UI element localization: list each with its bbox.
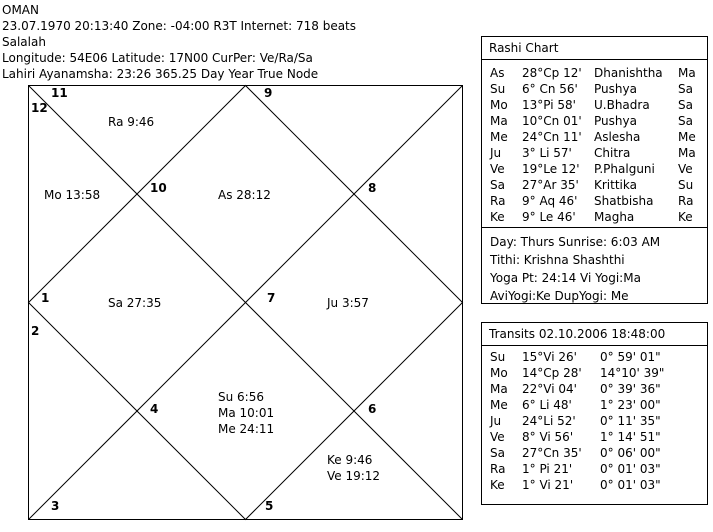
house-number-8: 8 [368, 181, 377, 195]
planet-longitude: 9° Le 46' [522, 210, 576, 224]
nakshatra-lord: Ve [678, 162, 693, 176]
yoga-point: Yoga Pt: 24:14 Vi Yogi:Ma [490, 271, 641, 285]
transit-row [482, 381, 707, 397]
house-number-11: 11 [51, 86, 68, 100]
coordinates-line: Longitude: 54E06 Latitude: 17N00 CurPer: Ve/Ra/Sa [2, 51, 313, 65]
nakshatra-lord: Sa [678, 82, 693, 96]
planet-name: Me [490, 130, 508, 144]
house-number-3: 3 [51, 499, 60, 513]
transit-row [482, 429, 707, 445]
transit-row [482, 461, 707, 477]
planet-name: Me [490, 398, 508, 412]
nakshatra: U.Bhadra [594, 98, 650, 112]
planet-name: Mo [490, 98, 508, 112]
nakshatra: Dhanishtha [594, 66, 663, 80]
transit-row [482, 413, 707, 429]
rashi-chart-title: Rashi Chart [482, 37, 707, 60]
planet-longitude: 27°Ar 35' [522, 178, 579, 192]
planet-label-sun: Su 6:56 [218, 390, 264, 404]
rashi-row [482, 129, 707, 145]
rashi-row [482, 113, 707, 129]
house-number-4: 4 [150, 402, 159, 416]
tithi: Tithi: Krishna Shashthi [490, 253, 625, 267]
rashi-row [482, 81, 707, 97]
daily-motion: 1° 14' 51" [600, 430, 661, 444]
nakshatra: Magha [594, 210, 635, 224]
planet-name: Su [490, 350, 506, 364]
daily-motion: 0° 39' 36" [600, 382, 661, 396]
nakshatra: Aslesha [594, 130, 641, 144]
nakshatra: Pushya [594, 82, 637, 96]
planet-longitude: 28°Cp 12' [522, 66, 582, 80]
transit-longitude: 8° Vi 56' [522, 430, 574, 444]
planet-name: Ra [490, 462, 506, 476]
house-numbers [31, 86, 376, 513]
transit-row [482, 397, 707, 413]
planet-name: Ke [490, 210, 505, 224]
transit-row [482, 365, 707, 381]
planet-name: Ma [490, 114, 508, 128]
nakshatra-lord: Sa [678, 114, 693, 128]
rashi-row [482, 161, 707, 177]
planet-longitude: 9° Aq 46' [522, 194, 578, 208]
planet-name: Su [490, 82, 506, 96]
nakshatra-lord: Su [678, 178, 694, 192]
daily-motion: 0° 06' 00" [600, 446, 661, 460]
transit-longitude: 27°Cn 35' [522, 446, 582, 460]
planet-label-jupiter: Ju 3:57 [327, 296, 369, 310]
house-number-10: 10 [150, 181, 167, 195]
nakshatra: Shatbisha [594, 194, 654, 208]
nakshatra-lord: Ma [678, 66, 696, 80]
transit-longitude: 24°Li 52' [522, 414, 576, 428]
planet-longitude: 24°Cn 11' [522, 130, 582, 144]
transit-row [482, 349, 707, 365]
daily-motion: 0° 59' 01" [600, 350, 661, 364]
nakshatra-lord: Ke [678, 210, 693, 224]
planet-name: Mo [490, 366, 508, 380]
transits-panel [481, 322, 708, 505]
daily-motion: 0° 01' 03" [600, 462, 661, 476]
house-number-6: 6 [368, 402, 377, 416]
transit-longitude: 1° Pi 21' [522, 462, 573, 476]
planet-label-mercury: Me 24:11 [218, 422, 275, 436]
daily-motion: 0° 01' 03" [600, 478, 661, 492]
planet-label-moon: Mo 13:58 [44, 188, 101, 202]
rashi-row [482, 209, 707, 225]
planet-name: Ju [490, 146, 502, 160]
planet-label-venus: Ve 19:12 [327, 469, 381, 483]
planet-longitude: 6° Cn 56' [522, 82, 578, 96]
transit-row [482, 477, 707, 493]
rashi-row [482, 177, 707, 193]
house-number-5: 5 [265, 499, 274, 513]
planet-name: Ju [490, 414, 502, 428]
rashi-divider [482, 227, 707, 228]
planet-name: Ma [490, 382, 508, 396]
rashi-row [482, 65, 707, 81]
daily-motion: 1° 23' 00" [600, 398, 661, 412]
day-sunrise: Day: Thurs Sunrise: 6:03 AM [490, 235, 661, 249]
planet-name: Ve [490, 430, 505, 444]
nakshatra: Chitra [594, 146, 631, 160]
planet-name: Ve [490, 162, 505, 176]
planet-label-ascendant: As 28:12 [218, 188, 271, 202]
birth-place: Salalah [2, 35, 46, 49]
rashi-row [482, 97, 707, 113]
daily-motion: 14°10' 39" [600, 366, 665, 380]
avi-dup-yogi: AviYogi:Ke DupYogi: Me [490, 289, 629, 303]
transit-longitude: 1° Vi 21' [522, 478, 574, 492]
nakshatra-lord: Sa [678, 98, 693, 112]
planet-longitude: 13°Pi 58' [522, 98, 576, 112]
planet-label-mars: Ma 10:01 [218, 406, 275, 420]
rashi-row [482, 193, 707, 209]
house-number-12: 12 [31, 101, 48, 115]
planet-longitude: 19°Le 12' [522, 162, 580, 176]
transit-longitude: 22°Vi 04' [522, 382, 577, 396]
nakshatra-lord: Ra [678, 194, 694, 208]
nakshatra: P.Phalguni [594, 162, 655, 176]
transit-row [482, 445, 707, 461]
planet-longitude: 3° Li 57' [522, 146, 572, 160]
house-number-1: 1 [41, 291, 50, 305]
nakshatra-lord: Ma [678, 146, 696, 160]
daily-motion: 0° 11' 35" [600, 414, 661, 428]
house-number-9: 9 [264, 86, 273, 100]
transit-longitude: 6° Li 48' [522, 398, 572, 412]
planet-longitude: 10°Cn 01' [522, 114, 582, 128]
nakshatra: Krittika [594, 178, 637, 192]
planet-label-rahu: Ra 9:46 [108, 115, 155, 129]
ayanamsha-line: Lahiri Ayanamsha: 23:26 365.25 Day Year True Node [2, 67, 319, 81]
planet-name: As [490, 66, 505, 80]
place-title: OMAN [2, 3, 39, 17]
rashi-chart-panel [481, 36, 708, 304]
house-number-7: 7 [267, 291, 276, 305]
planet-name: Ra [490, 194, 506, 208]
birth-datetime: 23.07.1970 20:13:40 Zone: -04:00 R3T Internet: 718 beats [2, 19, 357, 33]
planet-label-saturn: Sa 27:35 [108, 296, 162, 310]
nakshatra-lord: Me [678, 130, 696, 144]
transits-title: Transits 02.10.2006 18:48:00 [482, 323, 707, 346]
house-number-2: 2 [31, 324, 40, 338]
planet-label-ketu: Ke 9:46 [327, 453, 373, 467]
planet-name: Ke [490, 478, 505, 492]
nakshatra: Pushya [594, 114, 637, 128]
chart-lines [29, 86, 463, 520]
planet-name: Sa [490, 178, 505, 192]
transit-longitude: 15°Vi 26' [522, 350, 577, 364]
transit-longitude: 14°Cp 28' [522, 366, 582, 380]
rashi-row [482, 145, 707, 161]
planet-name: Sa [490, 446, 505, 460]
